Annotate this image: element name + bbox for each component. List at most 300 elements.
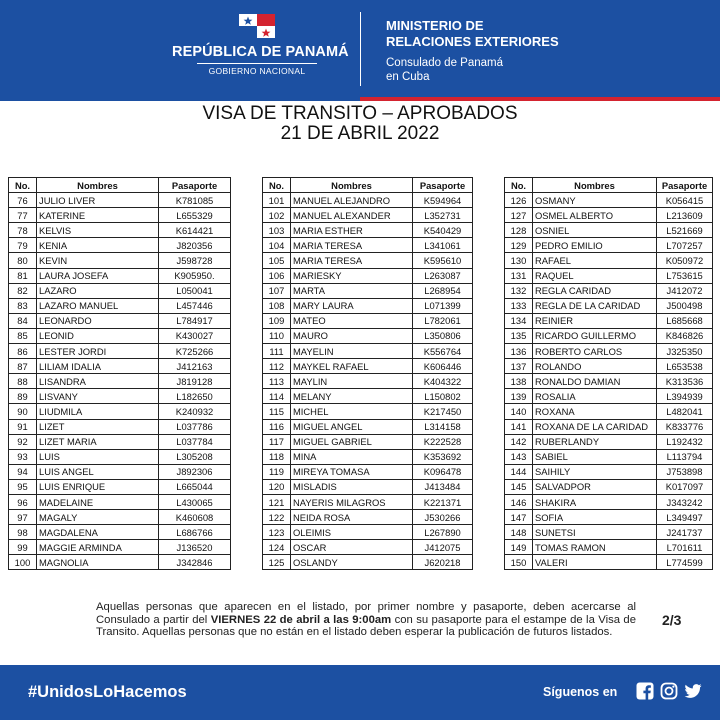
blue-stripe [0, 97, 360, 101]
column-header-passport: Pasaporte [657, 178, 713, 193]
ministry-name [386, 18, 559, 50]
row-number: 116 [263, 419, 291, 434]
title-line-2: 21 DE ABRIL 2022 [280, 123, 440, 144]
row-number: 149 [505, 540, 533, 555]
passport-number: K540429 [413, 223, 473, 238]
passport-number: L521669 [657, 223, 713, 238]
table-row [9, 404, 231, 419]
column-header-passport: Pasaporte [159, 178, 231, 193]
passport-number: L305208 [159, 449, 231, 464]
row-number: 87 [9, 359, 37, 374]
row-number: 132 [505, 283, 533, 298]
row-number: 79 [9, 238, 37, 253]
row-number: 114 [263, 389, 291, 404]
row-number: 127 [505, 208, 533, 223]
applicant-name: SOFIA [533, 510, 657, 525]
government-label: GOBIERNO NACIONAL [208, 66, 306, 76]
row-number: 100 [9, 555, 37, 570]
passport-number: K017097 [657, 479, 713, 494]
table-row [9, 434, 231, 449]
table-row [505, 208, 713, 223]
government-logo [172, 14, 349, 76]
applicant-name: RAFAEL [533, 253, 657, 268]
passport-number: L113794 [657, 449, 713, 464]
table-row [505, 404, 713, 419]
row-number: 99 [9, 540, 37, 555]
table-row [263, 479, 473, 494]
row-number: 76 [9, 193, 37, 208]
row-number: 84 [9, 313, 37, 328]
applicant-name: OLEIMIS [291, 525, 413, 540]
applicant-name: MAGNOLIA [37, 555, 159, 570]
applicant-name: OSLANDY [291, 555, 413, 570]
approved-list-table-3 [504, 177, 713, 570]
passport-number: L655329 [159, 208, 231, 223]
passport-number: J241737 [657, 525, 713, 540]
row-number: 144 [505, 464, 533, 479]
column-header-no: No. [9, 178, 37, 193]
row-number: 129 [505, 238, 533, 253]
applicant-name: MARIA TERESA [291, 238, 413, 253]
table-row [263, 253, 473, 268]
row-number: 102 [263, 208, 291, 223]
applicant-name: LISANDRA [37, 374, 159, 389]
table-row [263, 344, 473, 359]
applicant-name: MANUEL ALEJANDRO [291, 193, 413, 208]
table-row [9, 525, 231, 540]
page-number: 2/3 [662, 612, 682, 628]
column-header-name: Nombres [37, 178, 159, 193]
applicant-name: LUIS ENRIQUE [37, 479, 159, 494]
row-number: 93 [9, 449, 37, 464]
applicant-name: LEONARDO [37, 313, 159, 328]
row-number: 118 [263, 449, 291, 464]
table-row [9, 193, 231, 208]
applicant-name: KENIA [37, 238, 159, 253]
row-number: 133 [505, 298, 533, 313]
row-number: 78 [9, 223, 37, 238]
applicant-name: LESTER JORDI [37, 344, 159, 359]
passport-number: L268954 [413, 283, 473, 298]
row-number: 105 [263, 253, 291, 268]
applicant-name: RONALDO DAMIAN [533, 374, 657, 389]
table-row [505, 555, 713, 570]
applicant-name: ROSALIA [533, 389, 657, 404]
table-row [263, 449, 473, 464]
table-row [263, 193, 473, 208]
table-row [9, 298, 231, 313]
approved-list-table-2 [262, 177, 473, 570]
table-row [263, 434, 473, 449]
passport-number: J820356 [159, 238, 231, 253]
table-row [505, 464, 713, 479]
applicant-name: PEDRO EMILIO [533, 238, 657, 253]
applicant-name: MARY LAURA [291, 298, 413, 313]
passport-number: L037786 [159, 419, 231, 434]
row-number: 82 [9, 283, 37, 298]
row-number: 120 [263, 479, 291, 494]
row-number: 139 [505, 389, 533, 404]
passport-number: K781085 [159, 193, 231, 208]
passport-number: L394939 [657, 389, 713, 404]
table-row [263, 389, 473, 404]
passport-number: J342846 [159, 555, 231, 570]
row-number: 141 [505, 419, 533, 434]
passport-number: K905950. [159, 268, 231, 283]
passport-number: K404322 [413, 374, 473, 389]
table-row [9, 208, 231, 223]
passport-number: L352731 [413, 208, 473, 223]
table-row [9, 419, 231, 434]
passport-number: L192432 [657, 434, 713, 449]
row-number: 142 [505, 434, 533, 449]
applicant-name: MELANY [291, 389, 413, 404]
notice-date-time: VIERNES 22 de abril a las 9:00am [210, 613, 392, 626]
passport-number: J598728 [159, 253, 231, 268]
passport-number: K460608 [159, 510, 231, 525]
row-number: 140 [505, 404, 533, 419]
table-body [505, 193, 713, 570]
twitter-icon[interactable] [684, 682, 702, 700]
applicant-name: KELVIS [37, 223, 159, 238]
country-name: REPÚBLICA DE PANAMÁ [172, 44, 349, 60]
applicant-name: RICARDO GUILLERMO [533, 328, 657, 343]
table-row [263, 238, 473, 253]
applicant-name: MICHEL [291, 404, 413, 419]
passport-number: K222528 [413, 434, 473, 449]
row-number: 97 [9, 510, 37, 525]
applicant-name: LILIAM IDALIA [37, 359, 159, 374]
passport-number: L430065 [159, 494, 231, 509]
notice-text [96, 601, 636, 639]
column-header-passport: Pasaporte [413, 178, 473, 193]
table-body [9, 193, 231, 570]
row-number: 89 [9, 389, 37, 404]
table-row [9, 540, 231, 555]
applicant-name: RUBERLANDY [533, 434, 657, 449]
applicant-name: MAGGIE ARMINDA [37, 540, 159, 555]
passport-number: K430027 [159, 328, 231, 343]
applicant-name: SUNETSI [533, 525, 657, 540]
passport-number: J620218 [413, 555, 473, 570]
passport-number: K833776 [657, 419, 713, 434]
ministry-line-1: MINISTERIO DE [386, 18, 484, 33]
passport-number: K240932 [159, 404, 231, 419]
table-row [505, 223, 713, 238]
passport-number: L685668 [657, 313, 713, 328]
applicant-name: REINIER [533, 313, 657, 328]
passport-number: J325350 [657, 344, 713, 359]
row-number: 135 [505, 328, 533, 343]
facebook-icon[interactable] [636, 682, 654, 700]
passport-number: K846826 [657, 328, 713, 343]
row-number: 85 [9, 328, 37, 343]
passport-number: K594964 [413, 193, 473, 208]
table-row [505, 359, 713, 374]
consulate-name [386, 56, 503, 84]
consulate-line-2: en Cuba [386, 71, 430, 83]
passport-number: K313536 [657, 374, 713, 389]
hashtag: #UnidosLoHacemos [28, 683, 187, 701]
passport-number: L701611 [657, 540, 713, 555]
table-row [263, 525, 473, 540]
table-row [505, 479, 713, 494]
passport-number: J412075 [413, 540, 473, 555]
applicant-name: MARTA [291, 283, 413, 298]
row-number: 81 [9, 268, 37, 283]
row-number: 143 [505, 449, 533, 464]
row-number: 134 [505, 313, 533, 328]
passport-number: L213609 [657, 208, 713, 223]
passport-number: L686766 [159, 525, 231, 540]
applicant-name: SHAKIRA [533, 494, 657, 509]
table-row [9, 479, 231, 494]
passport-number: J136520 [159, 540, 231, 555]
passport-number: L457446 [159, 298, 231, 313]
passport-number: K606446 [413, 359, 473, 374]
row-number: 148 [505, 525, 533, 540]
applicant-name: MIGUEL ANGEL [291, 419, 413, 434]
follow-us-label: Síguenos en [543, 685, 618, 699]
row-number: 136 [505, 344, 533, 359]
passport-number: J753898 [657, 464, 713, 479]
row-number: 122 [263, 510, 291, 525]
table-row [263, 555, 473, 570]
passport-number: J412072 [657, 283, 713, 298]
applicant-name: MANUEL ALEXANDER [291, 208, 413, 223]
passport-number: L784917 [159, 313, 231, 328]
row-number: 111 [263, 344, 291, 359]
passport-number: J819128 [159, 374, 231, 389]
applicant-name: MARIESKY [291, 268, 413, 283]
row-number: 98 [9, 525, 37, 540]
table-row [505, 253, 713, 268]
table-row [263, 359, 473, 374]
table-row [263, 298, 473, 313]
table-row [263, 223, 473, 238]
row-number: 83 [9, 298, 37, 313]
row-number: 107 [263, 283, 291, 298]
header-banner [0, 0, 720, 97]
table-row [505, 434, 713, 449]
passport-number: K217450 [413, 404, 473, 419]
applicant-name: ROBERTO CARLOS [533, 344, 657, 359]
table-row [505, 283, 713, 298]
row-number: 106 [263, 268, 291, 283]
applicant-name: MATEO [291, 313, 413, 328]
passport-number: L349497 [657, 510, 713, 525]
applicant-name: LIZET [37, 419, 159, 434]
row-number: 108 [263, 298, 291, 313]
table-row [263, 208, 473, 223]
applicant-name: MAYELIN [291, 344, 413, 359]
table-row [9, 389, 231, 404]
row-number: 101 [263, 193, 291, 208]
table-row [263, 374, 473, 389]
column-header-no: No. [263, 178, 291, 193]
applicant-name: LIZET MARIA [37, 434, 159, 449]
passport-number: L182650 [159, 389, 231, 404]
row-number: 90 [9, 404, 37, 419]
table-row [263, 540, 473, 555]
applicant-name: LAZARO [37, 283, 159, 298]
row-number: 146 [505, 494, 533, 509]
table-row [505, 328, 713, 343]
passport-number: L782061 [413, 313, 473, 328]
applicant-name: MIREYA TOMASA [291, 464, 413, 479]
applicant-name: OSMANY [533, 193, 657, 208]
table-row [505, 389, 713, 404]
table-row [263, 313, 473, 328]
table-row [263, 283, 473, 298]
divider [197, 63, 317, 64]
table-row [9, 555, 231, 570]
passport-number: K725266 [159, 344, 231, 359]
applicant-name: OSMEL ALBERTO [533, 208, 657, 223]
applicant-name: LAZARO MANUEL [37, 298, 159, 313]
passport-number: K096478 [413, 464, 473, 479]
passport-number: J413484 [413, 479, 473, 494]
passport-number: L482041 [657, 404, 713, 419]
row-number: 86 [9, 344, 37, 359]
applicant-name: MADELAINE [37, 494, 159, 509]
table-row [505, 449, 713, 464]
table-row [9, 313, 231, 328]
row-number: 126 [505, 193, 533, 208]
row-number: 92 [9, 434, 37, 449]
passport-number: L707257 [657, 238, 713, 253]
row-number: 88 [9, 374, 37, 389]
passport-number: K056415 [657, 193, 713, 208]
applicant-name: OSCAR [291, 540, 413, 555]
row-number: 131 [505, 268, 533, 283]
applicant-name: OSNIEL [533, 223, 657, 238]
row-number: 95 [9, 479, 37, 494]
table-row [9, 253, 231, 268]
row-number: 138 [505, 374, 533, 389]
red-stripe [360, 97, 720, 101]
applicant-name: MIGUEL GABRIEL [291, 434, 413, 449]
passport-number: L037784 [159, 434, 231, 449]
row-number: 103 [263, 223, 291, 238]
applicant-name: SABIEL [533, 449, 657, 464]
applicant-name: MAURO [291, 328, 413, 343]
row-number: 91 [9, 419, 37, 434]
applicant-name: MARIA TERESA [291, 253, 413, 268]
row-number: 123 [263, 525, 291, 540]
applicant-name: LAURA JOSEFA [37, 268, 159, 283]
row-number: 96 [9, 494, 37, 509]
header-divider [360, 12, 361, 86]
applicant-name: MINA [291, 449, 413, 464]
instagram-icon[interactable] [660, 682, 678, 700]
table-row [505, 374, 713, 389]
table-row [9, 268, 231, 283]
applicant-name: SALVADPOR [533, 479, 657, 494]
table-row [263, 464, 473, 479]
table-body [263, 193, 473, 570]
table-row [9, 374, 231, 389]
passport-number: L350806 [413, 328, 473, 343]
applicant-name: LUIS [37, 449, 159, 464]
passport-number: J500498 [657, 298, 713, 313]
passport-number: L665044 [159, 479, 231, 494]
table-row [505, 238, 713, 253]
consulate-line-1: Consulado de Panamá [386, 57, 503, 69]
table-row [263, 404, 473, 419]
applicant-name: JULIO LIVER [37, 193, 159, 208]
applicant-name: RAQUEL [533, 268, 657, 283]
row-number: 125 [263, 555, 291, 570]
row-number: 150 [505, 555, 533, 570]
applicant-name: REGLA DE LA CARIDAD [533, 298, 657, 313]
row-number: 147 [505, 510, 533, 525]
table-header-row [263, 178, 473, 193]
applicant-name: MAYLIN [291, 374, 413, 389]
column-header-name: Nombres [291, 178, 413, 193]
table-row [263, 510, 473, 525]
passport-number: J530266 [413, 510, 473, 525]
applicant-name: NAYERIS MILAGROS [291, 494, 413, 509]
passport-number: L341061 [413, 238, 473, 253]
row-number: 137 [505, 359, 533, 374]
applicant-name: VALERI [533, 555, 657, 570]
row-number: 94 [9, 464, 37, 479]
table-row [9, 464, 231, 479]
passport-number: K353692 [413, 449, 473, 464]
passport-number: K556764 [413, 344, 473, 359]
title-line-1: VISA DE TRANSITO – APROBADOS [202, 103, 518, 124]
table-row [505, 494, 713, 509]
table-header-row [505, 178, 713, 193]
passport-number: K050972 [657, 253, 713, 268]
passport-number: L774599 [657, 555, 713, 570]
row-number: 115 [263, 404, 291, 419]
row-number: 113 [263, 374, 291, 389]
passport-number: L314158 [413, 419, 473, 434]
notice-part-2: con su pasaporte para el estampe de la Visa de Transito. Aquellas personas que no están en el listado deben esperar la publicación de futuros listados. [96, 613, 636, 639]
passport-number: J343242 [657, 494, 713, 509]
applicant-name: KATERINE [37, 208, 159, 223]
row-number: 104 [263, 238, 291, 253]
applicant-name: TOMAS RAMON [533, 540, 657, 555]
applicant-name: LUIS ANGEL [37, 464, 159, 479]
table-row [505, 419, 713, 434]
row-number: 119 [263, 464, 291, 479]
passport-number: J892306 [159, 464, 231, 479]
table-row [9, 449, 231, 464]
table-row [263, 268, 473, 283]
row-number: 121 [263, 494, 291, 509]
applicant-name: SAIHILY [533, 464, 657, 479]
table-row [263, 419, 473, 434]
row-number: 109 [263, 313, 291, 328]
row-number: 112 [263, 359, 291, 374]
table-row [505, 525, 713, 540]
passport-number: L071399 [413, 298, 473, 313]
row-number: 80 [9, 253, 37, 268]
passport-number: K221371 [413, 494, 473, 509]
page-title [0, 104, 720, 144]
passport-number: L267890 [413, 525, 473, 540]
footer-banner [0, 665, 720, 720]
table-row [9, 223, 231, 238]
row-number: 130 [505, 253, 533, 268]
table-row [505, 540, 713, 555]
table-row [9, 238, 231, 253]
table-row [9, 344, 231, 359]
row-number: 77 [9, 208, 37, 223]
